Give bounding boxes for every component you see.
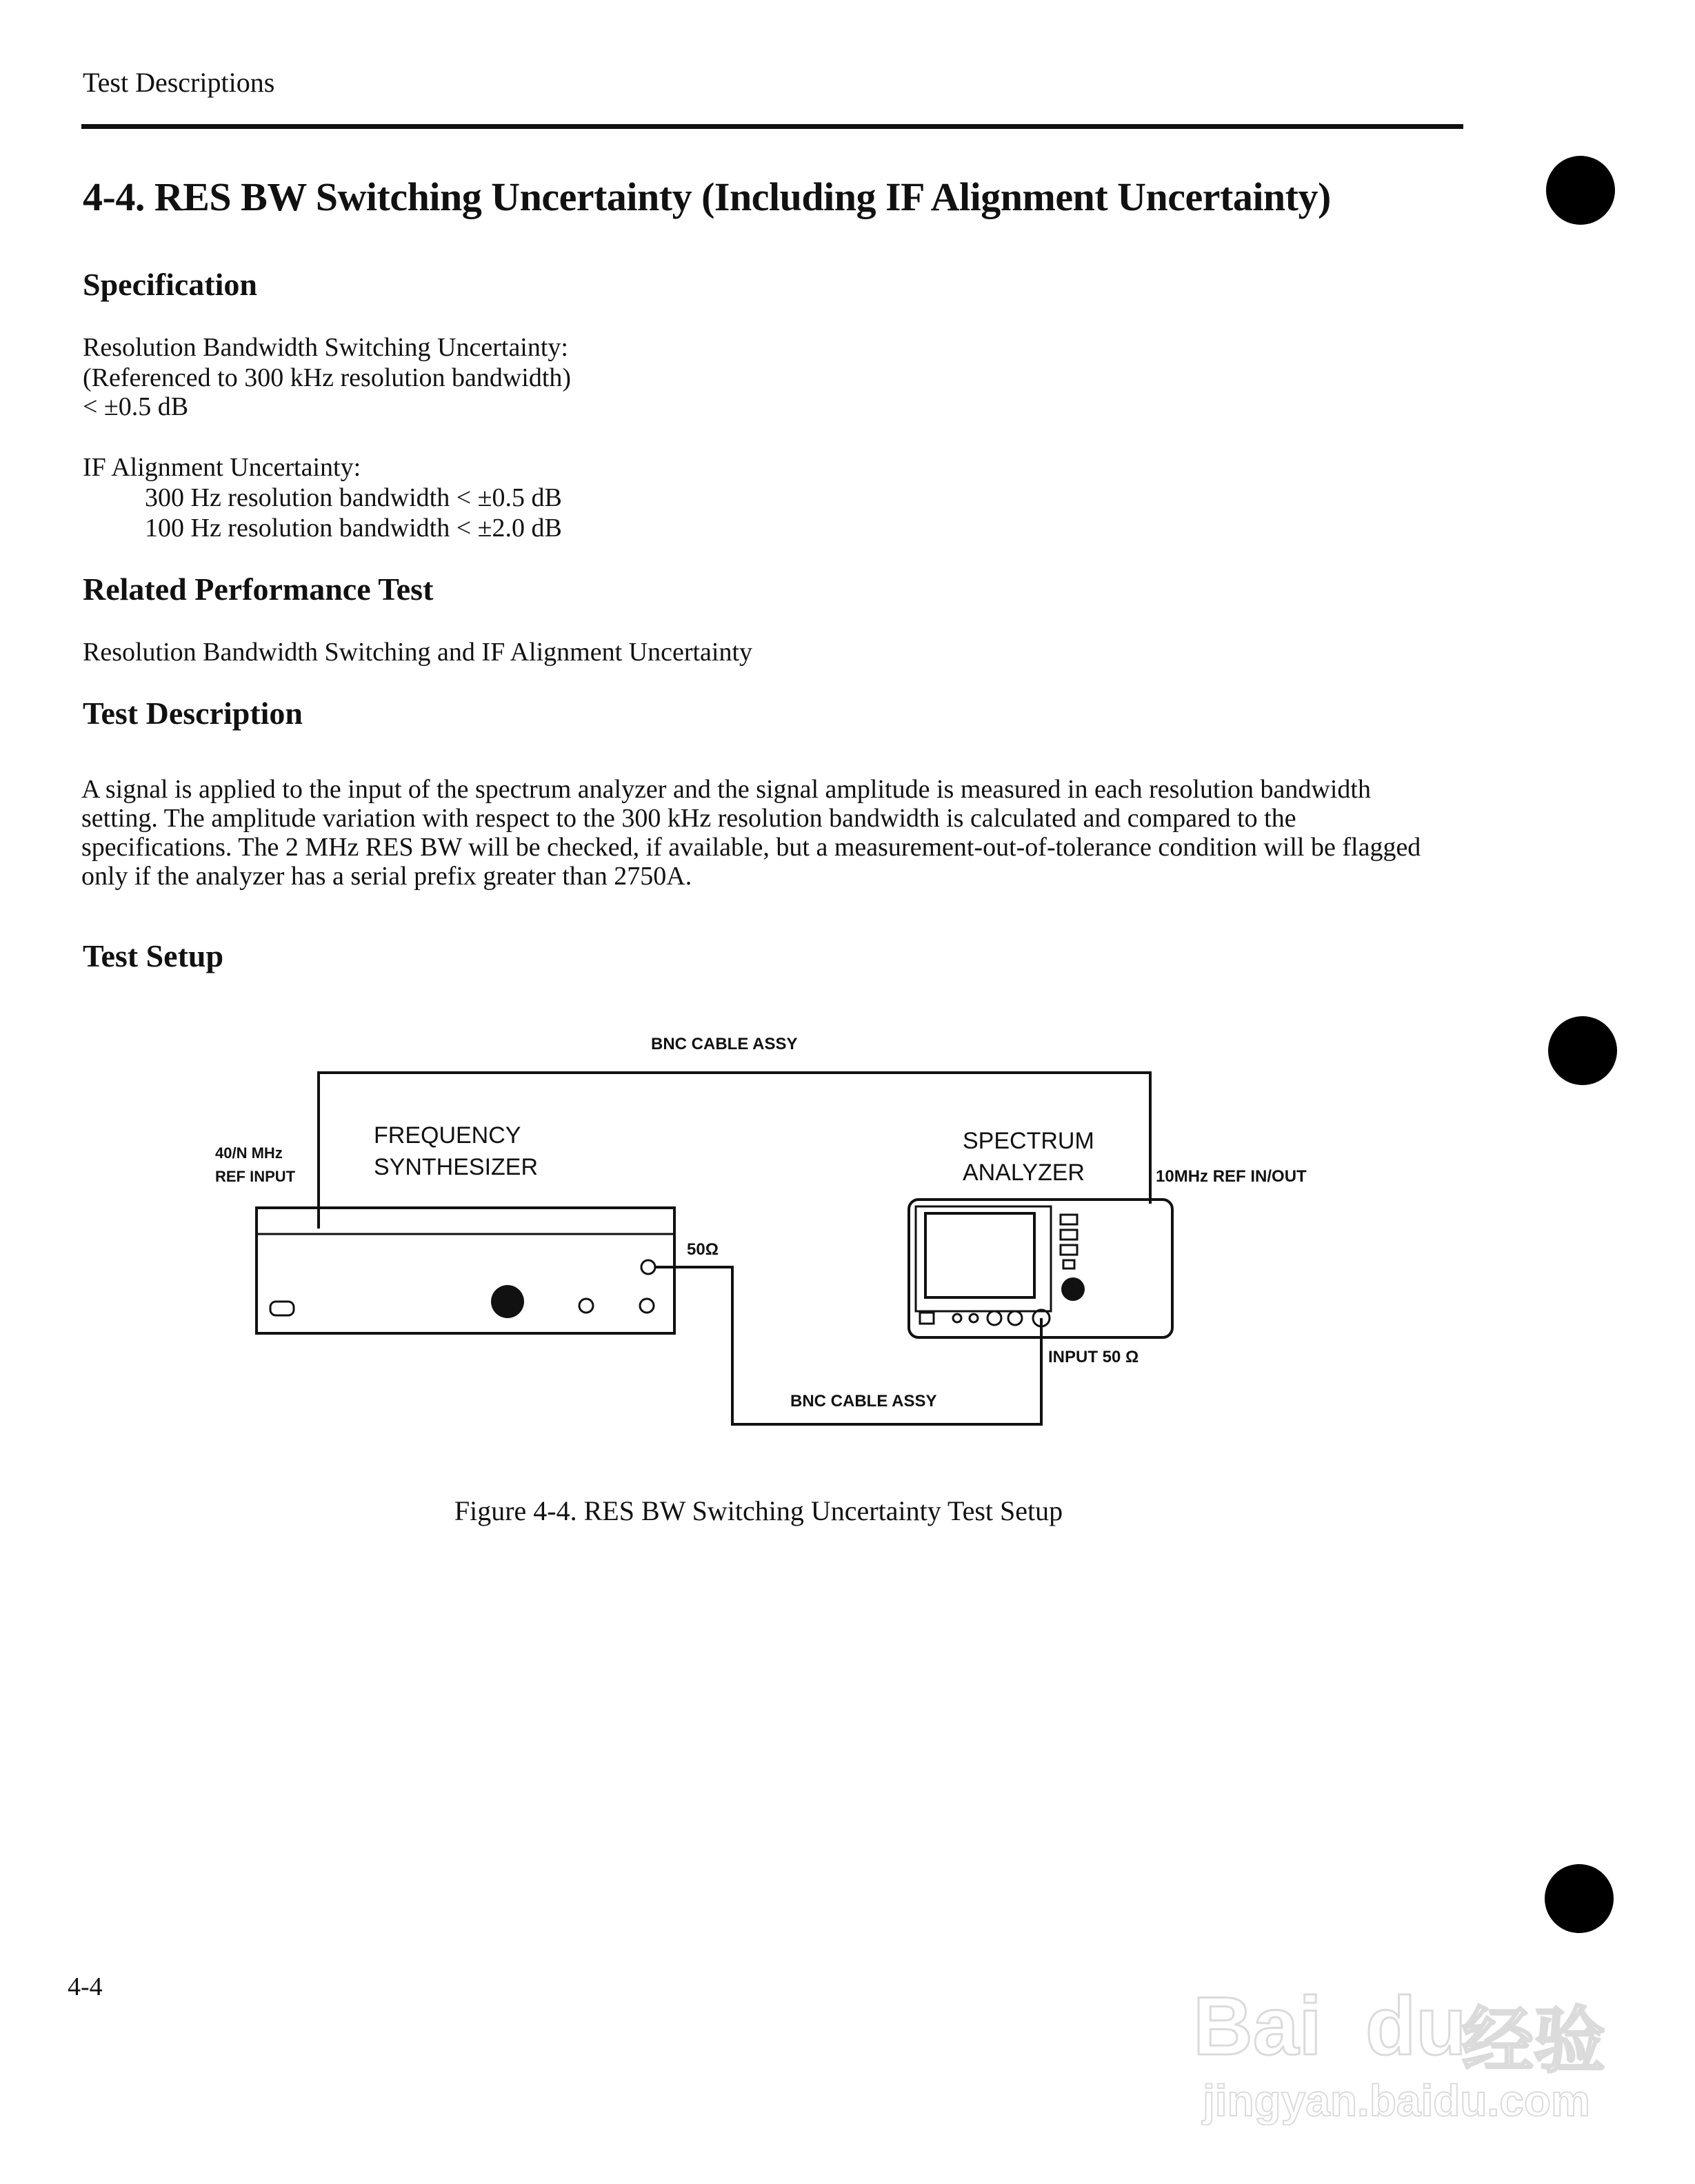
synth-knob [491,1285,524,1318]
synth-connector-2 [640,1299,654,1313]
output-label: 50Ω [687,1240,719,1259]
synth-output-connector [641,1260,655,1274]
specification-heading: Specification [83,267,257,302]
watermark-url: jingyan.baidu.com [1203,2076,1590,2125]
section-title: 4-4. RES BW Switching Uncertainty (Including IF Alignment Uncertainty) [83,174,1331,219]
spec-line-2: (Referenced to 300 kHz resolution bandwidth) [83,363,572,392]
related-test-text: Resolution Bandwidth Switching and IF Alignment Uncertainty [83,638,753,667]
watermark-chinese: 经验 [1462,2001,1606,2081]
synth-connector-1 [579,1299,593,1313]
top-cable-label: BNC CABLE ASSY [651,1035,798,1053]
baidu-watermark [1193,1903,1621,2130]
synth-label-line2: SYNTHESIZER [374,1154,539,1180]
analyzer-label-line1: SPECTRUM [963,1128,1094,1154]
ref-inout-label: 10MHz REF IN/OUT [1156,1167,1307,1186]
running-head: Test Descriptions [83,67,275,98]
spectrum-analyzer [909,1200,1172,1337]
analyzer-screen [925,1213,1034,1297]
figure-caption: Figure 4-4. RES BW Switching Uncertainty Test Setup [454,1495,1063,1526]
synth-power-switch [270,1302,294,1315]
spec-line-3: < ±0.5 dB [83,392,189,421]
test-description-heading: Test Description [83,696,303,731]
related-test-heading: Related Performance Test [83,572,434,607]
ref-input-label-line2: REF INPUT [215,1168,296,1185]
input-label: INPUT 50 Ω [1048,1348,1139,1366]
header-rule [81,124,1463,129]
if-line-2: 100 Hz resolution bandwidth < ±2.0 dB [145,514,562,543]
analyzer-knob [1061,1277,1085,1301]
watermark-brand-2: du [1365,1980,1467,2072]
if-alignment-heading: IF Alignment Uncertainty: [83,453,361,482]
test-setup-diagram [0,1013,1379,1455]
synth-label-line1: FREQUENCY [374,1122,521,1149]
ref-input-label-line1: 40/N MHz [215,1144,283,1162]
binder-hole-top [1546,156,1615,225]
bottom-cable-label: BNC CABLE ASSY [790,1392,937,1410]
test-setup-heading: Test Setup [83,938,224,973]
page-number: 4-4 [68,1972,103,2001]
watermark-brand: Bai [1193,1980,1322,2072]
if-line-1: 300 Hz resolution bandwidth < ±0.5 dB [145,483,562,512]
spec-line-1: Resolution Bandwidth Switching Uncertainty: [83,333,568,362]
analyzer-label-line2: ANALYZER [963,1160,1085,1186]
test-description-paragraph: A signal is applied to the input of the spectrum analyzer and the signal amplitude is measured in each resolution bandwidth setting. The amplitude variation with respect to the 300 kHz resolution bandwidth is calculated and compared to the specifications. The 2 MHz RES BW will be checked, if available, but a measurement-out-of-tolerance condition will be flagged only if the analyzer has a serial prefix greater than 2750A. [81,775,1421,891]
binder-hole-middle [1548,1016,1617,1085]
